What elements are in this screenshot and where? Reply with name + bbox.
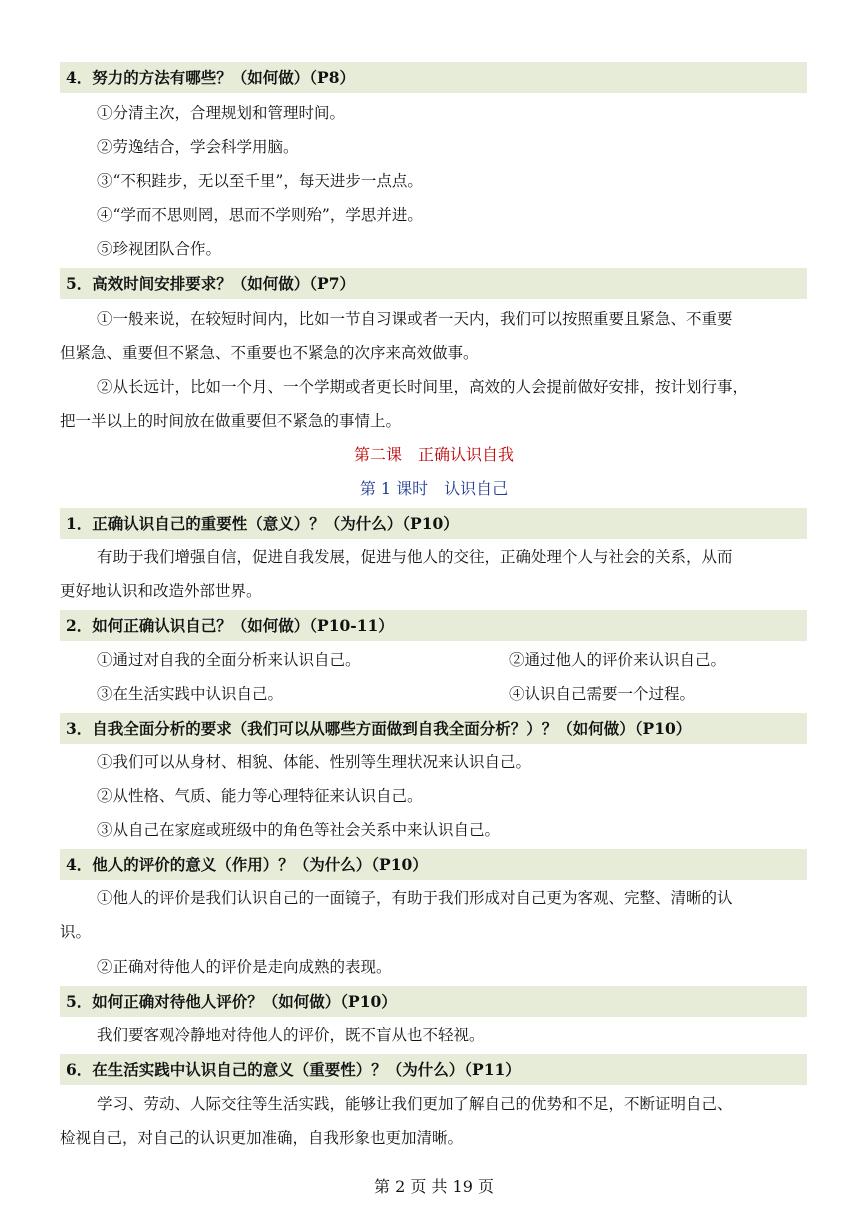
q6-line1: 学习、劳动、人际交往等生活实践，能够让我们更加了解自己的优势和不足，不断证明自己、 bbox=[97, 1095, 733, 1113]
q4-line3: ②正确对待他人的评价是走向成熟的表现。 bbox=[97, 958, 392, 976]
section-5-heading: 5．高效时间安排要求？（如何做）（P7） bbox=[60, 268, 807, 299]
q1-heading: 1．正确认识自己的重要性（意义）？（为什么）（P10） bbox=[60, 508, 807, 539]
q3-heading: 3．自我全面分析的要求（我们可以从哪些方面做到自我全面分析？）？（如何做）（P10） bbox=[60, 713, 807, 744]
q2-row-2 bbox=[97, 682, 807, 706]
section-5-p2-line2: 把一半以上的时间放在做重要但不紧急的事情上。 bbox=[60, 412, 402, 430]
q4-line2: 识。 bbox=[60, 923, 92, 941]
q5-heading: 5．如何正确对待他人评价？（如何做）（P10） bbox=[60, 986, 807, 1017]
q2-item-b: ②通过他人的评价来认识自己。 bbox=[509, 651, 727, 669]
section-4-item-4: ④“学而不思则罔，思而不学则殆”，学思并进。 bbox=[97, 206, 423, 224]
q2-item-a: ①通过对自我的全面分析来认识自己。 bbox=[97, 651, 361, 669]
page-number-footer: 第 2 页 共 19 页 bbox=[374, 1177, 494, 1196]
section-4-item-5: ⑤珍视团队合作。 bbox=[97, 240, 222, 258]
q2-row-1 bbox=[97, 648, 807, 672]
lesson-subtitle: 第 1 课时 认识自己 bbox=[359, 479, 509, 498]
q2-item-c: ③在生活实践中认识自己。 bbox=[97, 685, 284, 703]
section-4-heading: 4．努力的方法有哪些？（如何做）（P8） bbox=[60, 62, 807, 93]
q6-line2: 检视自己，对自己的认识更加准确，自我形象也更加清晰。 bbox=[60, 1129, 464, 1147]
section-5-p2-line1: ②从长远计，比如一个月、一个学期或者更长时间里，高效的人会提前做好安排，按计划行事， bbox=[97, 378, 749, 396]
section-4-item-3: ③“不积跬步，无以至千里”，每天进步一点点。 bbox=[97, 172, 423, 190]
q2-item-d: ④认识自己需要一个过程。 bbox=[509, 685, 696, 703]
q5-line1: 我们要客观冷静地对待他人的评价，既不盲从也不轻视。 bbox=[97, 1026, 485, 1044]
q4-heading: 4．他人的评价的意义（作用）？（为什么）（P10） bbox=[60, 849, 807, 880]
q1-line1: 有助于我们增强自信，促进自我发展，促进与他人的交往，正确处理个人与社会的关系，从而 bbox=[97, 548, 733, 566]
section-4-item-2: ②劳逸结合，学会科学用脑。 bbox=[97, 138, 299, 156]
q4-line1: ①他人的评价是我们认识自己的一面镜子，有助于我们形成对自己更为客观、完整、清晰的认 bbox=[97, 889, 733, 907]
section-5-p1-line2: 但紧急、重要但不紧急、不重要也不紧急的次序来高效做事。 bbox=[60, 344, 479, 362]
q6-heading: 6．在生活实践中认识自己的意义（重要性）？（为什么）（P11） bbox=[60, 1054, 807, 1085]
q3-item-2: ②从性格、气质、能力等心理特征来认识自己。 bbox=[97, 787, 423, 805]
q3-item-1: ①我们可以从身材、相貌、体能、性别等生理状况来认识自己。 bbox=[97, 753, 532, 771]
q2-heading: 2．如何正确认识自己？（如何做）（P10-11） bbox=[60, 610, 807, 641]
section-4-item-1: ①分清主次，合理规划和管理时间。 bbox=[97, 104, 346, 122]
q3-item-3: ③从自己在家庭或班级中的角色等社会关系中来认识自己。 bbox=[97, 821, 501, 839]
section-5-p1-line1: ①一般来说，在较短时间内，比如一节自习课或者一天内，我们可以按照重要且紧急、不重要 bbox=[97, 310, 733, 328]
q1-line2: 更好地认识和改造外部世界。 bbox=[60, 582, 262, 600]
lesson-title: 第二课 正确认识自我 bbox=[353, 445, 514, 464]
